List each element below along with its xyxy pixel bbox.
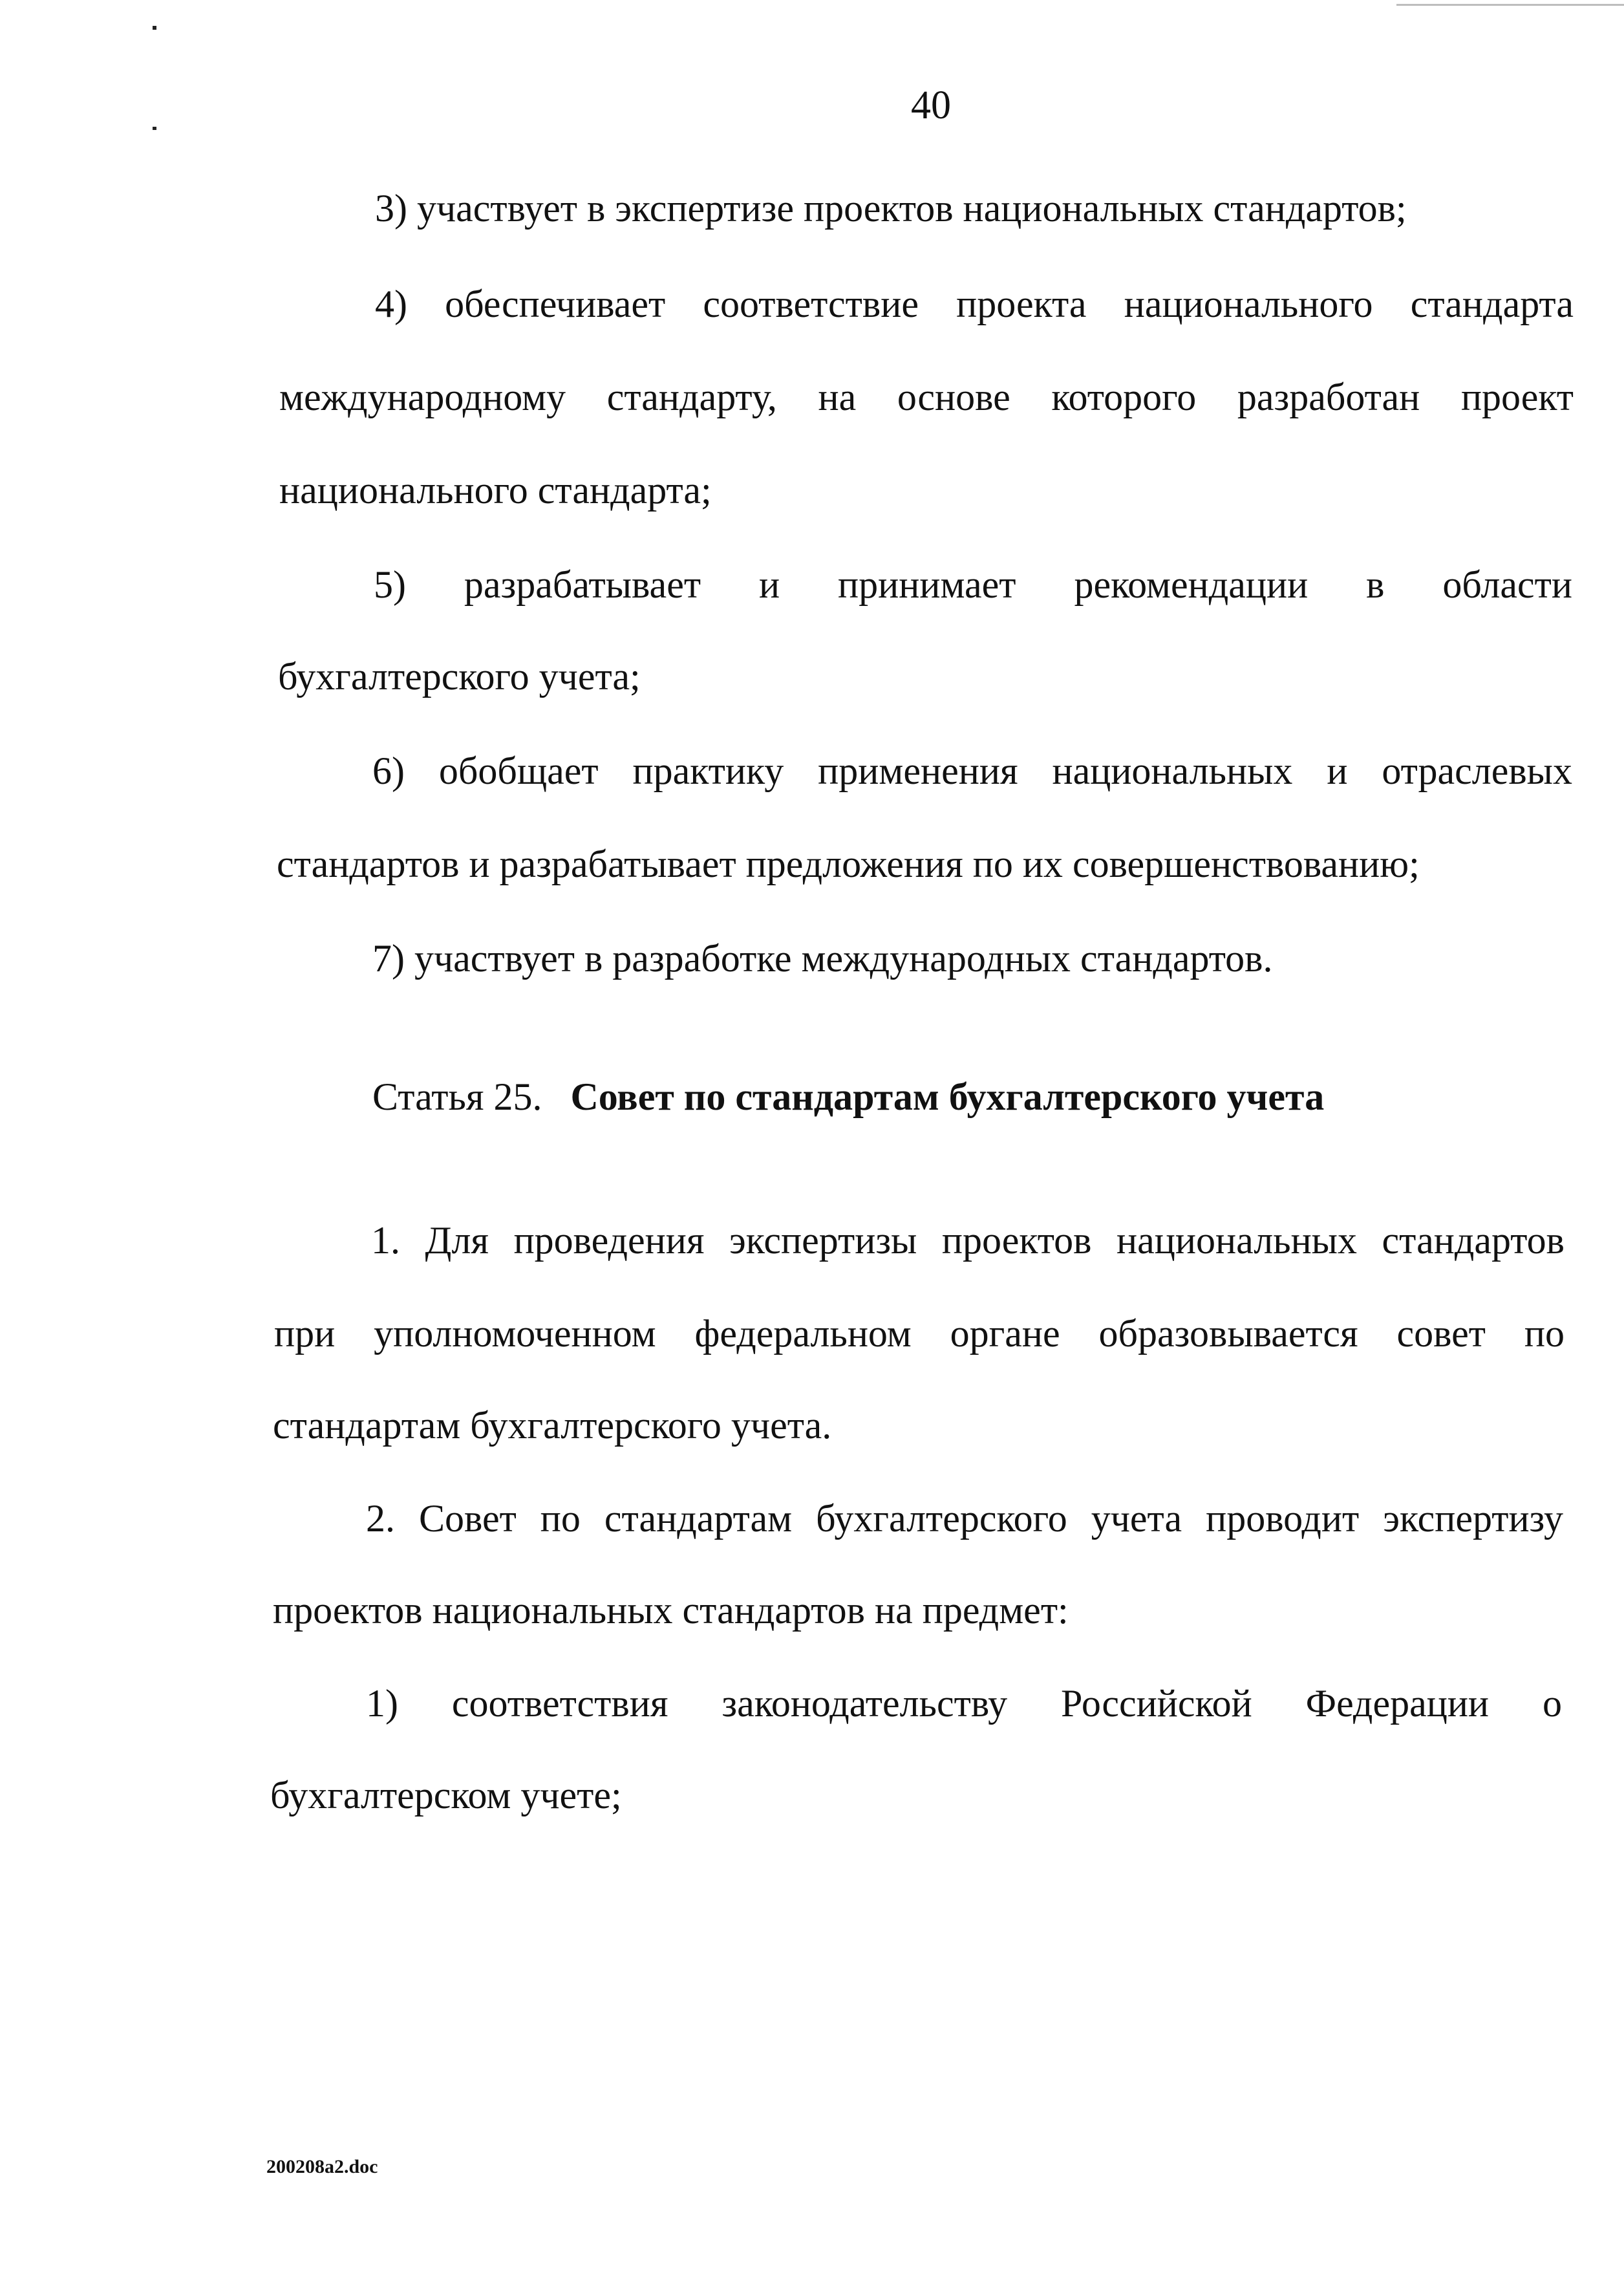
paragraph-line: национального стандарта; — [279, 469, 712, 512]
paragraph-line: проектов национальных стандартов на предмет: — [273, 1589, 1069, 1632]
page-number: 40 — [911, 83, 951, 127]
list-item: 6) обобщает практику применения национальных и отраслевых — [372, 749, 1572, 792]
list-item: 3) участвует в экспертизе проектов национальных стандартов; — [375, 187, 1407, 230]
list-item: 1. Для проведения экспертизы проектов национальных стандартов — [371, 1219, 1565, 1262]
list-item: 4) обеспечивает соответствие проекта национального стандарта — [375, 283, 1574, 325]
paragraph-line: стандартов и разрабатывает предложения по их совершенствованию; — [277, 843, 1420, 885]
list-item: 5) разрабатывает и принимает рекомендации в области — [374, 563, 1572, 606]
article-label: Статья 25. — [372, 1075, 542, 1118]
paragraph-line: при уполномоченном федеральном органе образовывается совет по — [274, 1312, 1565, 1355]
list-item: 2. Совет по стандартам бухгалтерского учета проводит экспертизу — [366, 1497, 1563, 1540]
scan-speck — [153, 26, 156, 30]
paragraph-line: стандартам бухгалтерского учета. — [273, 1404, 832, 1447]
document-filename: 200208a2.doc — [266, 2156, 378, 2177]
article-heading — [372, 1071, 1324, 1123]
paragraph-line: бухгалтерского учета; — [278, 655, 641, 698]
list-item: 7) участвует в разработке международных стандартов. — [372, 937, 1273, 980]
list-item: 1) соответствия законодательству Российской Федерации о — [366, 1682, 1562, 1725]
paragraph-line: международному стандарту, на основе которого разработан проект — [279, 376, 1574, 418]
article-title: Совет по стандартам бухгалтерского учета — [570, 1075, 1325, 1118]
paragraph-line: бухгалтерском учете; — [270, 1774, 622, 1817]
scan-edge-line — [1396, 4, 1624, 6]
